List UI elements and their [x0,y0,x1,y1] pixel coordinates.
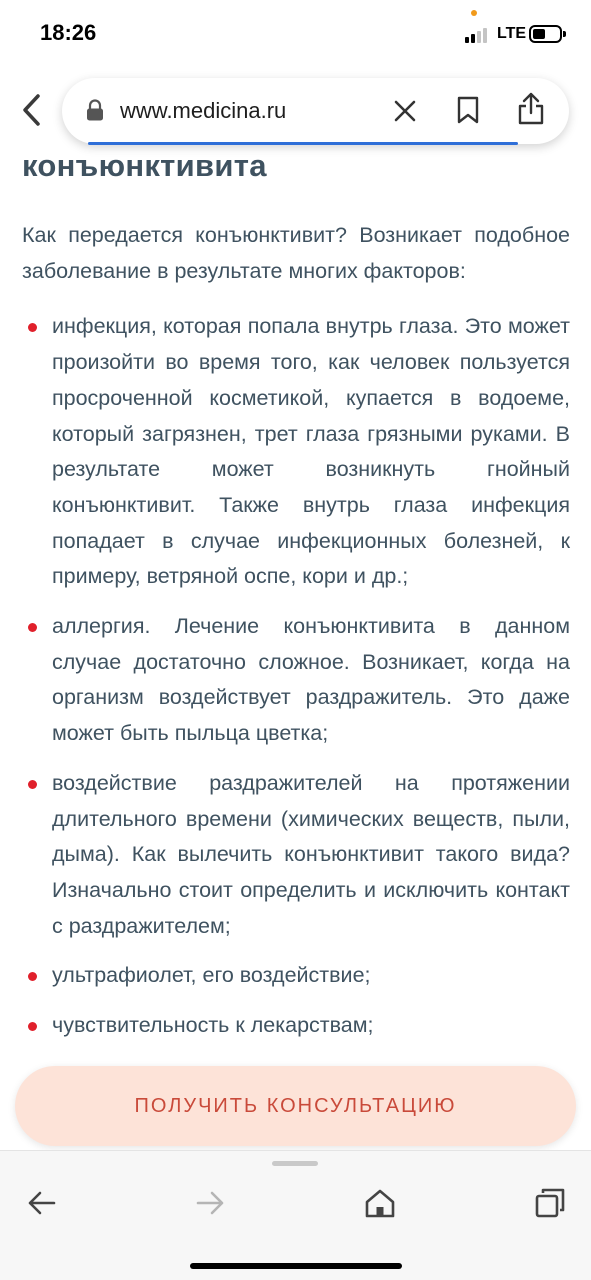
home-icon[interactable] [360,1183,400,1223]
list-item [22,766,570,945]
share-icon[interactable] [516,92,546,126]
list-item [22,958,570,994]
forward-arrow-icon[interactable] [190,1183,230,1223]
list-item-text: чувствительность к лекарствам; [52,1013,374,1038]
list-item-text: аллергия. Лечение конъюнктивита в данном случае достаточно сложное. Возникает, когда на организм воздействует раздражитель. Это даже может быть пыльца цветка; [52,614,570,746]
bullet-icon [28,780,37,789]
toolbar-grab-handle[interactable] [272,1161,318,1166]
bullet-icon [28,972,37,981]
get-consultation-button[interactable]: ПОЛУЧИТЬ КОНСУЛЬТАЦИЮ [15,1066,576,1146]
causes-list [22,309,570,1043]
bullet-icon [28,323,37,332]
address-bar[interactable] [62,78,569,144]
list-item [22,309,570,595]
status-time: 18:26 [40,20,97,45]
mic-indicator-dot [471,10,477,16]
bullet-icon [28,623,37,632]
network-type: LTE [497,25,527,42]
list-item-text: воздействие раздражителей на протяжении длительного времени (химических веществ, пыли, дыма). Как вылечить конъюнктивит такого вида? Изначально стоит определить и исключить контакт с раздражителем; [52,770,570,938]
list-item [22,1008,570,1044]
bookmark-icon[interactable] [455,95,481,125]
status-bar [0,0,591,70]
list-item [22,609,570,752]
url-text[interactable]: www.medicina.ru [120,98,287,123]
list-item-text: инфекция, которая попала внутрь глаза. Это может произойти во время того, как человек пользуется просроченной косметикой, купается в водоеме, который загрязнен, трет глаза грязными руками. В результате может возникнуть гнойный конъюнктивит. Также внутрь глаза инфекция попадает в случае инфекционных болезней, к примеру, ветряной оспе, кори и др.; [52,314,570,589]
article-body [22,218,570,1058]
back-chevron-icon[interactable] [18,92,48,128]
battery-icon [529,25,562,43]
lock-icon [86,99,104,121]
tabs-icon[interactable] [530,1183,570,1223]
back-arrow-icon[interactable] [22,1183,62,1223]
browser-toolbar [0,1150,591,1280]
page-load-progress [88,142,518,145]
signal-strength-icon [465,27,493,43]
section-heading: конъюнктивита [22,148,267,183]
list-item-text: ультрафиолет, его воздействие; [52,963,371,988]
clear-icon[interactable] [392,98,418,124]
intro-paragraph: Как передается конъюнктивит? Возникает подобное заболевание в результате многих факторов: [22,223,570,283]
home-indicator[interactable] [190,1263,402,1269]
bullet-icon [28,1022,37,1031]
